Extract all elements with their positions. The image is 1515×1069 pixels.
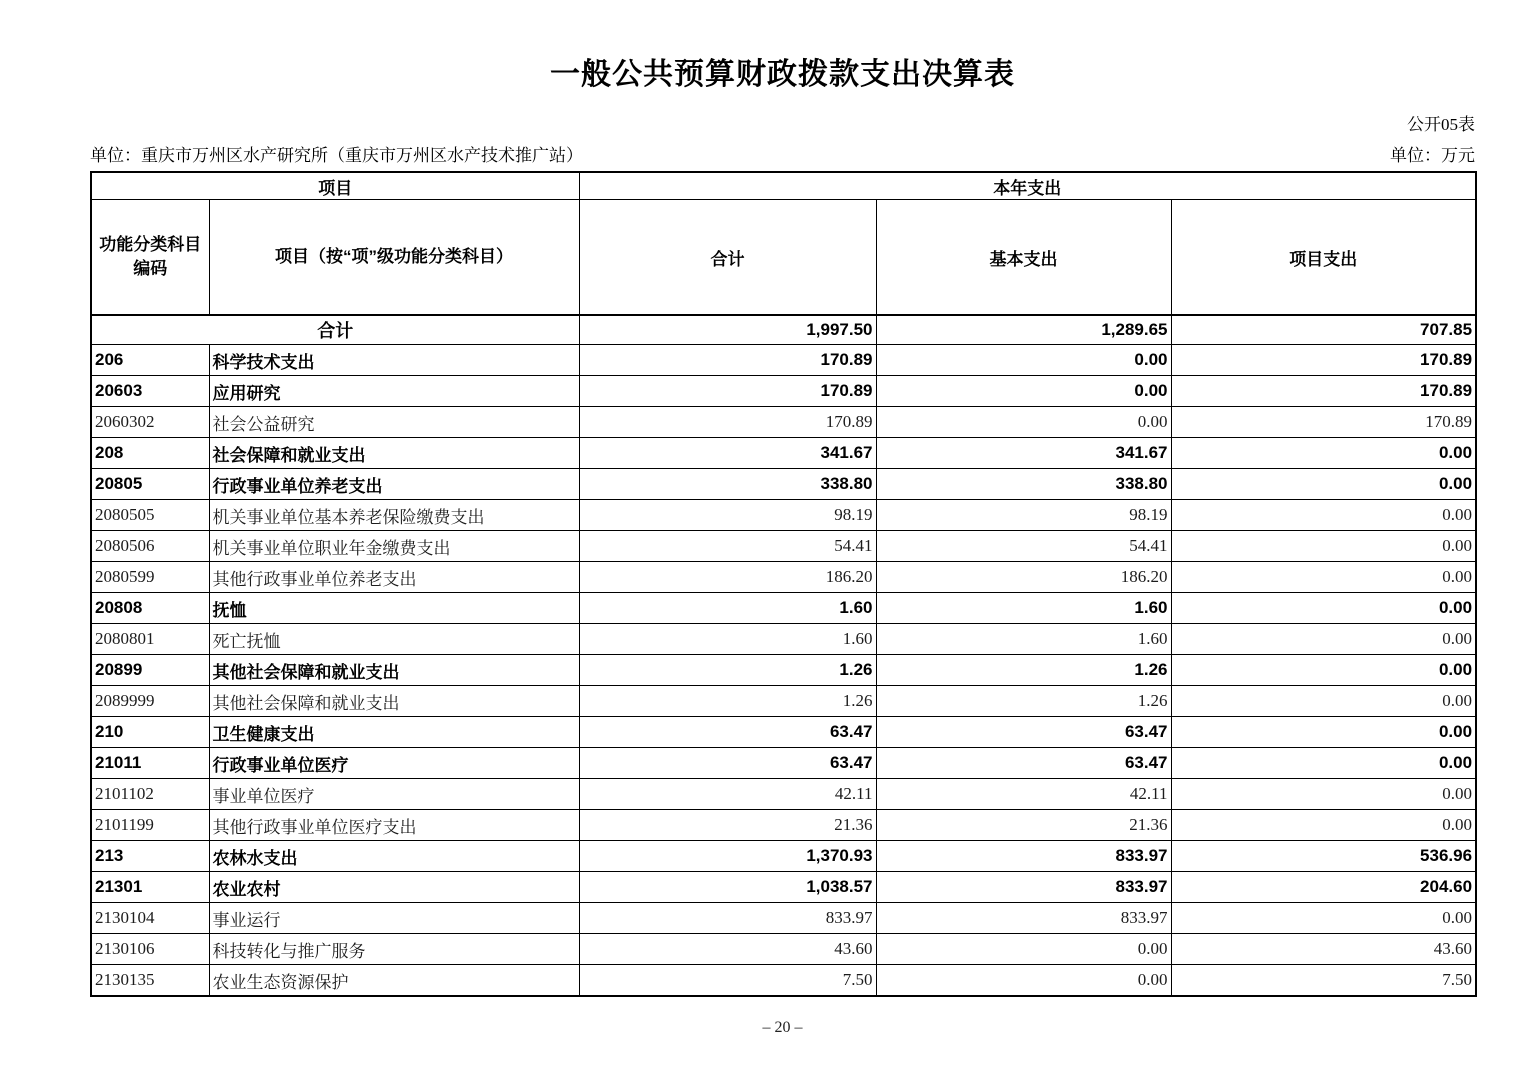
project-value-cell: 170.89 — [1171, 376, 1476, 407]
basic-value-cell: 0.00 — [876, 407, 1171, 438]
project-value-cell: 170.89 — [1171, 345, 1476, 376]
item-cell: 其他社会保障和就业支出 — [209, 686, 579, 717]
project-value-cell: 0.00 — [1171, 903, 1476, 934]
total-value-cell: 54.41 — [579, 531, 876, 562]
basic-value-cell: 0.00 — [876, 965, 1171, 997]
total-value-cell: 1.60 — [579, 624, 876, 655]
code-cell: 20808 — [91, 593, 209, 624]
total-value-cell: 21.36 — [579, 810, 876, 841]
item-cell: 其他行政事业单位养老支出 — [209, 562, 579, 593]
item-cell: 死亡抚恤 — [209, 624, 579, 655]
table-row — [91, 531, 1476, 562]
code-cell: 2080505 — [91, 500, 209, 531]
item-cell: 机关事业单位职业年金缴费支出 — [209, 531, 579, 562]
total-row — [91, 315, 1476, 345]
total-value-cell: 1.26 — [579, 655, 876, 686]
total-value-cell: 1,038.57 — [579, 872, 876, 903]
header-col-total: 合计 — [579, 200, 876, 316]
code-cell: 2101199 — [91, 810, 209, 841]
item-cell: 其他社会保障和就业支出 — [209, 655, 579, 686]
total-value-cell: 1,370.93 — [579, 841, 876, 872]
table-row — [91, 748, 1476, 779]
code-cell: 2101102 — [91, 779, 209, 810]
project-value-cell: 0.00 — [1171, 748, 1476, 779]
item-cell: 事业运行 — [209, 903, 579, 934]
basic-value-cell: 833.97 — [876, 903, 1171, 934]
project-value-cell: 0.00 — [1171, 469, 1476, 500]
code-cell: 2130135 — [91, 965, 209, 997]
table-row — [91, 810, 1476, 841]
table-code-label: 公开05表 — [1407, 115, 1475, 134]
item-cell: 科技转化与推广服务 — [209, 934, 579, 965]
table-row — [91, 500, 1476, 531]
code-cell: 20603 — [91, 376, 209, 407]
header-column-row — [91, 200, 1476, 316]
table-row — [91, 376, 1476, 407]
item-cell: 农林水支出 — [209, 841, 579, 872]
total-sum-cell: 1,997.50 — [579, 315, 876, 345]
basic-value-cell: 63.47 — [876, 717, 1171, 748]
code-cell: 21301 — [91, 872, 209, 903]
basic-value-cell: 1.60 — [876, 624, 1171, 655]
code-cell: 2130104 — [91, 903, 209, 934]
code-cell: 206 — [91, 345, 209, 376]
unit-of-measure-label: 单位：万元 — [1390, 146, 1475, 165]
project-value-cell: 43.60 — [1171, 934, 1476, 965]
total-value-cell: 833.97 — [579, 903, 876, 934]
item-cell: 其他行政事业单位医疗支出 — [209, 810, 579, 841]
table-header — [91, 172, 1476, 315]
code-cell: 210 — [91, 717, 209, 748]
total-value-cell: 63.47 — [579, 717, 876, 748]
total-value-cell: 338.80 — [579, 469, 876, 500]
code-cell: 2060302 — [91, 407, 209, 438]
item-cell: 行政事业单位医疗 — [209, 748, 579, 779]
project-value-cell: 0.00 — [1171, 624, 1476, 655]
project-value-cell: 170.89 — [1171, 407, 1476, 438]
total-label-cell: 合计 — [91, 315, 579, 345]
basic-value-cell: 98.19 — [876, 500, 1171, 531]
code-cell: 21011 — [91, 748, 209, 779]
code-cell: 2089999 — [91, 686, 209, 717]
table-row — [91, 655, 1476, 686]
basic-value-cell: 21.36 — [876, 810, 1171, 841]
basic-value-cell: 0.00 — [876, 376, 1171, 407]
basic-value-cell: 1.26 — [876, 686, 1171, 717]
item-cell: 应用研究 — [209, 376, 579, 407]
basic-value-cell: 42.11 — [876, 779, 1171, 810]
table-row — [91, 562, 1476, 593]
table-row — [91, 345, 1476, 376]
project-value-cell: 7.50 — [1171, 965, 1476, 997]
header-col-item: 项目（按“项”级功能分类科目） — [209, 200, 579, 316]
code-cell: 2080506 — [91, 531, 209, 562]
total-value-cell: 1.26 — [579, 686, 876, 717]
code-cell: 213 — [91, 841, 209, 872]
table-row — [91, 624, 1476, 655]
total-basic-cell: 1,289.65 — [876, 315, 1171, 345]
item-cell: 农业农村 — [209, 872, 579, 903]
header-col-code: 功能分类科目编码 — [91, 200, 209, 316]
table-row — [91, 779, 1476, 810]
project-value-cell: 0.00 — [1171, 810, 1476, 841]
basic-value-cell: 1.26 — [876, 655, 1171, 686]
code-cell: 208 — [91, 438, 209, 469]
basic-value-cell: 63.47 — [876, 748, 1171, 779]
table-row — [91, 965, 1476, 997]
item-cell: 农业生态资源保护 — [209, 965, 579, 997]
project-value-cell: 0.00 — [1171, 779, 1476, 810]
project-value-cell: 0.00 — [1171, 500, 1476, 531]
table-row — [91, 593, 1476, 624]
table-row — [91, 717, 1476, 748]
item-cell: 事业单位医疗 — [209, 779, 579, 810]
header-col-basic: 基本支出 — [876, 200, 1171, 316]
project-value-cell: 0.00 — [1171, 686, 1476, 717]
project-value-cell: 0.00 — [1171, 438, 1476, 469]
code-cell: 20899 — [91, 655, 209, 686]
code-cell: 2130106 — [91, 934, 209, 965]
page-number: – 20 – — [762, 1019, 803, 1036]
total-value-cell: 98.19 — [579, 500, 876, 531]
table-row — [91, 469, 1476, 500]
table-body — [91, 315, 1476, 996]
table-row — [91, 407, 1476, 438]
basic-value-cell: 1.60 — [876, 593, 1171, 624]
basic-value-cell: 0.00 — [876, 934, 1171, 965]
item-cell: 科学技术支出 — [209, 345, 579, 376]
basic-value-cell: 54.41 — [876, 531, 1171, 562]
total-value-cell: 186.20 — [579, 562, 876, 593]
total-value-cell: 7.50 — [579, 965, 876, 997]
project-value-cell: 0.00 — [1171, 593, 1476, 624]
total-value-cell: 170.89 — [579, 376, 876, 407]
basic-value-cell: 341.67 — [876, 438, 1171, 469]
meta-row — [90, 145, 1475, 167]
header-group-item: 项目 — [91, 172, 579, 200]
basic-value-cell: 338.80 — [876, 469, 1171, 500]
basic-value-cell: 833.97 — [876, 872, 1171, 903]
project-value-cell: 0.00 — [1171, 562, 1476, 593]
table-row — [91, 438, 1476, 469]
code-cell: 20805 — [91, 469, 209, 500]
total-project-cell: 707.85 — [1171, 315, 1476, 345]
total-value-cell: 170.89 — [579, 345, 876, 376]
item-cell: 社会公益研究 — [209, 407, 579, 438]
project-value-cell: 204.60 — [1171, 872, 1476, 903]
item-cell: 行政事业单位养老支出 — [209, 469, 579, 500]
table-row — [91, 903, 1476, 934]
unit-name-label: 单位：重庆市万州区水产研究所（重庆市万州区水产技术推广站） — [90, 146, 583, 165]
item-cell: 抚恤 — [209, 593, 579, 624]
document-content — [90, 0, 1475, 1037]
table-row — [91, 934, 1476, 965]
code-cell: 2080801 — [91, 624, 209, 655]
total-value-cell: 42.11 — [579, 779, 876, 810]
project-value-cell: 536.96 — [1171, 841, 1476, 872]
table-row — [91, 841, 1476, 872]
page-title: 一般公共预算财政拨款支出决算表 — [550, 58, 1015, 91]
code-cell: 2080599 — [91, 562, 209, 593]
table-row — [91, 872, 1476, 903]
header-group-row — [91, 172, 1476, 200]
item-cell: 卫生健康支出 — [209, 717, 579, 748]
total-value-cell: 170.89 — [579, 407, 876, 438]
header-col-project: 项目支出 — [1171, 200, 1476, 316]
total-value-cell: 341.67 — [579, 438, 876, 469]
project-value-cell: 0.00 — [1171, 531, 1476, 562]
total-value-cell: 1.60 — [579, 593, 876, 624]
basic-value-cell: 0.00 — [876, 345, 1171, 376]
project-value-cell: 0.00 — [1171, 655, 1476, 686]
header-group-current-year: 本年支出 — [579, 172, 1476, 200]
item-cell: 社会保障和就业支出 — [209, 438, 579, 469]
item-cell: 机关事业单位基本养老保险缴费支出 — [209, 500, 579, 531]
expenditure-table — [90, 171, 1477, 997]
total-value-cell: 43.60 — [579, 934, 876, 965]
total-value-cell: 63.47 — [579, 748, 876, 779]
basic-value-cell: 186.20 — [876, 562, 1171, 593]
project-value-cell: 0.00 — [1171, 717, 1476, 748]
table-row — [91, 686, 1476, 717]
basic-value-cell: 833.97 — [876, 841, 1171, 872]
